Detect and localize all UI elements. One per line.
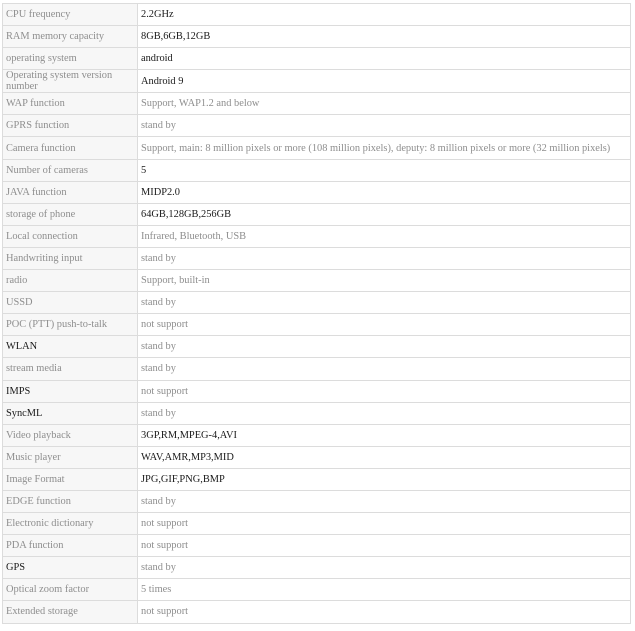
table-row [3, 424, 631, 446]
spec-value: 2.2GHz [138, 4, 631, 26]
table-row [3, 601, 631, 623]
table-row [3, 93, 631, 115]
spec-label: Image Format [3, 468, 138, 490]
spec-label: Extended storage [3, 601, 138, 623]
table-row [3, 48, 631, 70]
spec-label: Video playback [3, 424, 138, 446]
spec-value: 5 [138, 159, 631, 181]
spec-label: Music player [3, 446, 138, 468]
spec-label: radio [3, 270, 138, 292]
table-row [3, 402, 631, 424]
spec-value: JPG,GIF,PNG,BMP [138, 468, 631, 490]
spec-value: not support [138, 513, 631, 535]
table-row [3, 115, 631, 137]
table-row [3, 446, 631, 468]
table-row [3, 203, 631, 225]
table-row [3, 225, 631, 247]
spec-value: 3GP,RM,MPEG-4,AVI [138, 424, 631, 446]
spec-label: storage of phone [3, 203, 138, 225]
table-row [3, 292, 631, 314]
table-row [3, 358, 631, 380]
table-row [3, 247, 631, 269]
table-row [3, 4, 631, 26]
spec-label: WAP function [3, 93, 138, 115]
table-row [3, 159, 631, 181]
table-row [3, 380, 631, 402]
spec-table [2, 3, 631, 624]
spec-value: Support, WAP1.2 and below [138, 93, 631, 115]
spec-label: GPS [3, 557, 138, 579]
spec-value: stand by [138, 557, 631, 579]
spec-label: RAM memory capacity [3, 26, 138, 48]
table-row [3, 137, 631, 159]
spec-label: USSD [3, 292, 138, 314]
spec-label: Electronic dictionary [3, 513, 138, 535]
spec-label: stream media [3, 358, 138, 380]
table-row [3, 336, 631, 358]
spec-value: 8GB,6GB,12GB [138, 26, 631, 48]
spec-value: WAV,AMR,MP3,MID [138, 446, 631, 468]
spec-value: not support [138, 380, 631, 402]
table-row [3, 314, 631, 336]
table-row [3, 181, 631, 203]
spec-value: stand by [138, 402, 631, 424]
spec-label: Operating system version number [3, 70, 138, 93]
spec-label: CPU frequency [3, 4, 138, 26]
table-row [3, 468, 631, 490]
spec-value: Infrared, Bluetooth, USB [138, 225, 631, 247]
spec-value: stand by [138, 490, 631, 512]
spec-label: Handwriting input [3, 247, 138, 269]
spec-label: WLAN [3, 336, 138, 358]
table-row [3, 490, 631, 512]
table-row [3, 579, 631, 601]
spec-label: PDA function [3, 535, 138, 557]
spec-label: GPRS function [3, 115, 138, 137]
spec-label: operating system [3, 48, 138, 70]
spec-value: stand by [138, 292, 631, 314]
spec-value: MIDP2.0 [138, 181, 631, 203]
spec-value: android [138, 48, 631, 70]
table-row [3, 270, 631, 292]
spec-value: stand by [138, 247, 631, 269]
spec-value: not support [138, 314, 631, 336]
spec-value: not support [138, 601, 631, 623]
spec-label: JAVA function [3, 181, 138, 203]
spec-value: 5 times [138, 579, 631, 601]
spec-value: Android 9 [138, 70, 631, 93]
spec-label: Number of cameras [3, 159, 138, 181]
spec-value: stand by [138, 115, 631, 137]
spec-value: Support, main: 8 million pixels or more (108 million pixels), deputy: 8 million pixels or more (32 million pixels) [138, 137, 631, 159]
spec-label: Optical zoom factor [3, 579, 138, 601]
table-row [3, 535, 631, 557]
spec-label: SyncML [3, 402, 138, 424]
spec-value: stand by [138, 358, 631, 380]
spec-label: EDGE function [3, 490, 138, 512]
spec-value: stand by [138, 336, 631, 358]
table-row [3, 513, 631, 535]
spec-label: IMPS [3, 380, 138, 402]
spec-label: Camera function [3, 137, 138, 159]
spec-label: Local connection [3, 225, 138, 247]
table-row [3, 26, 631, 48]
table-row [3, 557, 631, 579]
spec-value: Support, built-in [138, 270, 631, 292]
spec-value: not support [138, 535, 631, 557]
spec-label: POC (PTT) push-to-talk [3, 314, 138, 336]
table-row [3, 70, 631, 93]
spec-value: 64GB,128GB,256GB [138, 203, 631, 225]
